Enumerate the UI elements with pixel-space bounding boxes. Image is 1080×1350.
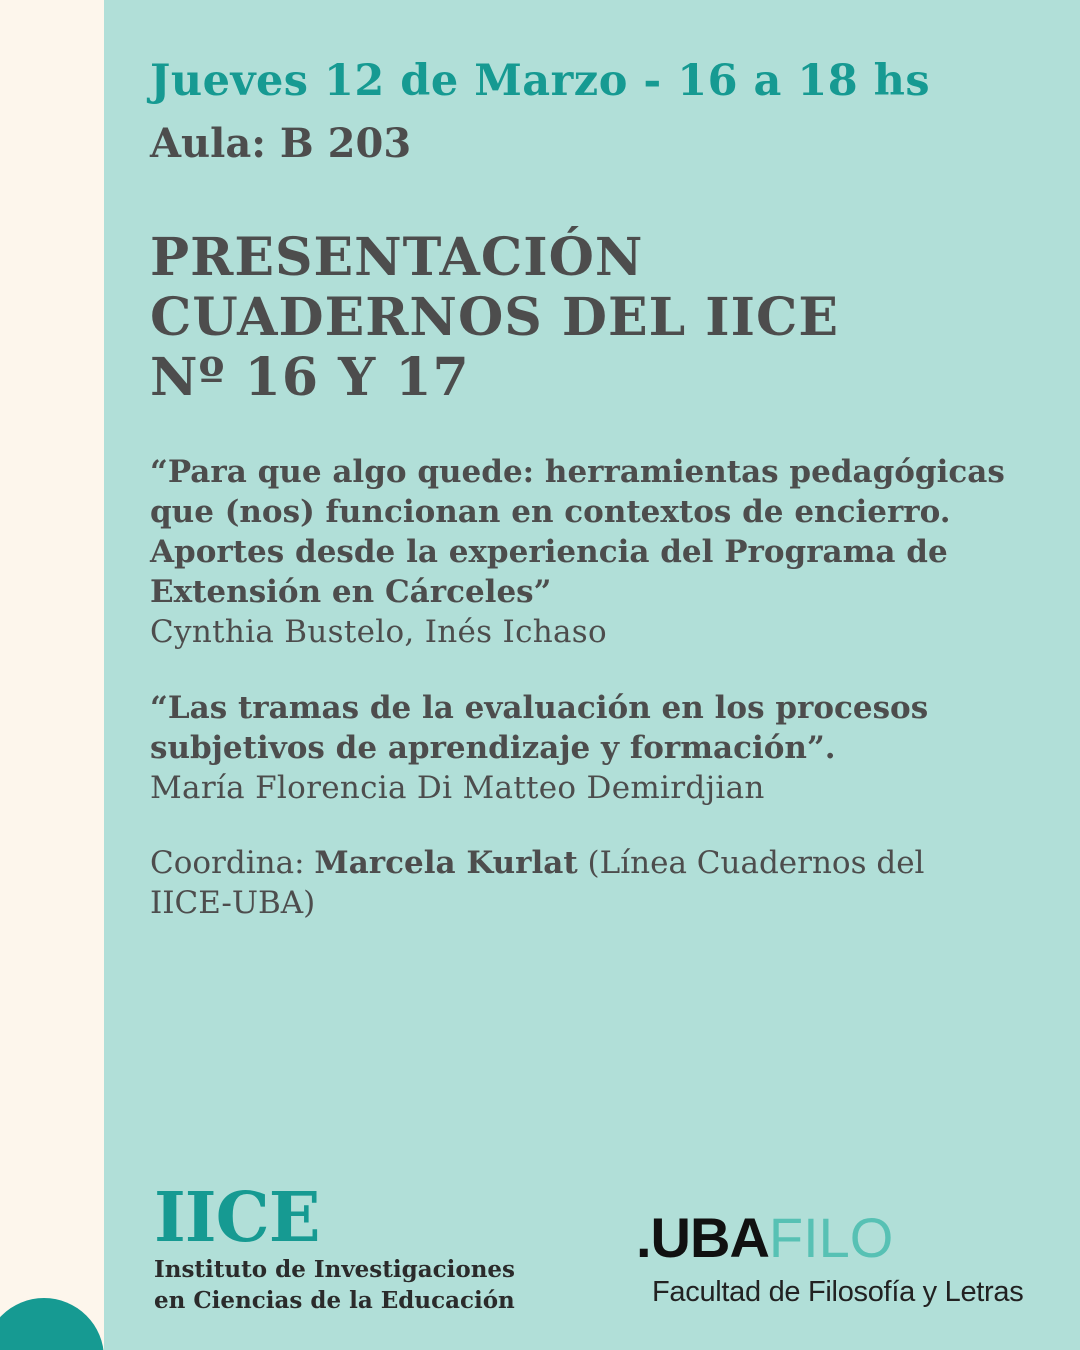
uba-filo-mark: [636, 1206, 893, 1284]
coordination: [150, 843, 924, 923]
work-title-line: que (nos) funcionan en contextos de encierro.: [150, 494, 951, 530]
work-title-line: “Para que algo quede: herramientas pedagógicas: [150, 454, 1005, 490]
uba-filo-subtitle: Facultad de Filosofía y Letras: [652, 1276, 1024, 1308]
work-item-1: [150, 452, 1005, 652]
iice-logo-mark: IICE: [154, 1178, 320, 1258]
event-title: [150, 228, 839, 408]
event-room: Aula: B 203: [150, 120, 412, 167]
title-line: PRESENTACIÓN: [150, 227, 644, 288]
filo-mark: FILO: [768, 1206, 894, 1269]
work-title: [150, 688, 928, 768]
coordination-line-2: IICE-UBA): [150, 885, 316, 921]
coordinator-name: Marcela Kurlat: [314, 845, 578, 881]
uba-filo-logo: [636, 1206, 1024, 1308]
iice-logo-line-2: en Ciencias de la Educación: [154, 1287, 515, 1314]
work-title-line: “Las tramas de la evaluación en los procesos: [150, 690, 929, 726]
work-title: [150, 452, 1005, 612]
event-date-time: Jueves 12 de Marzo - 16 a 18 hs: [150, 56, 931, 106]
title-line: Nº 16 Y 17: [150, 347, 470, 408]
left-cream-strip: [0, 0, 104, 1350]
uba-mark: .UBA: [636, 1206, 769, 1269]
iice-logo-line-1: Instituto de Investigaciones: [154, 1256, 515, 1283]
work-authors: María Florencia Di Matteo Demirdjian: [150, 770, 765, 806]
work-title-line: subjetivos de aprendizaje y formación”.: [150, 730, 836, 766]
iice-logo: [154, 1178, 515, 1316]
work-authors: Cynthia Bustelo, Inés Ichaso: [150, 614, 607, 650]
coordination-label: Coordina:: [150, 845, 315, 881]
coordination-line-1: [150, 843, 924, 883]
content-panel: [104, 0, 1080, 1350]
work-item-2: [150, 688, 928, 808]
work-title-line: Extensión en Cárceles”: [150, 574, 552, 610]
coordination-affiliation: (Línea Cuadernos del: [577, 845, 925, 881]
work-title-line: Aportes desde la experiencia del Programa de: [150, 534, 948, 570]
title-line: CUADERNOS DEL IICE: [150, 287, 839, 348]
